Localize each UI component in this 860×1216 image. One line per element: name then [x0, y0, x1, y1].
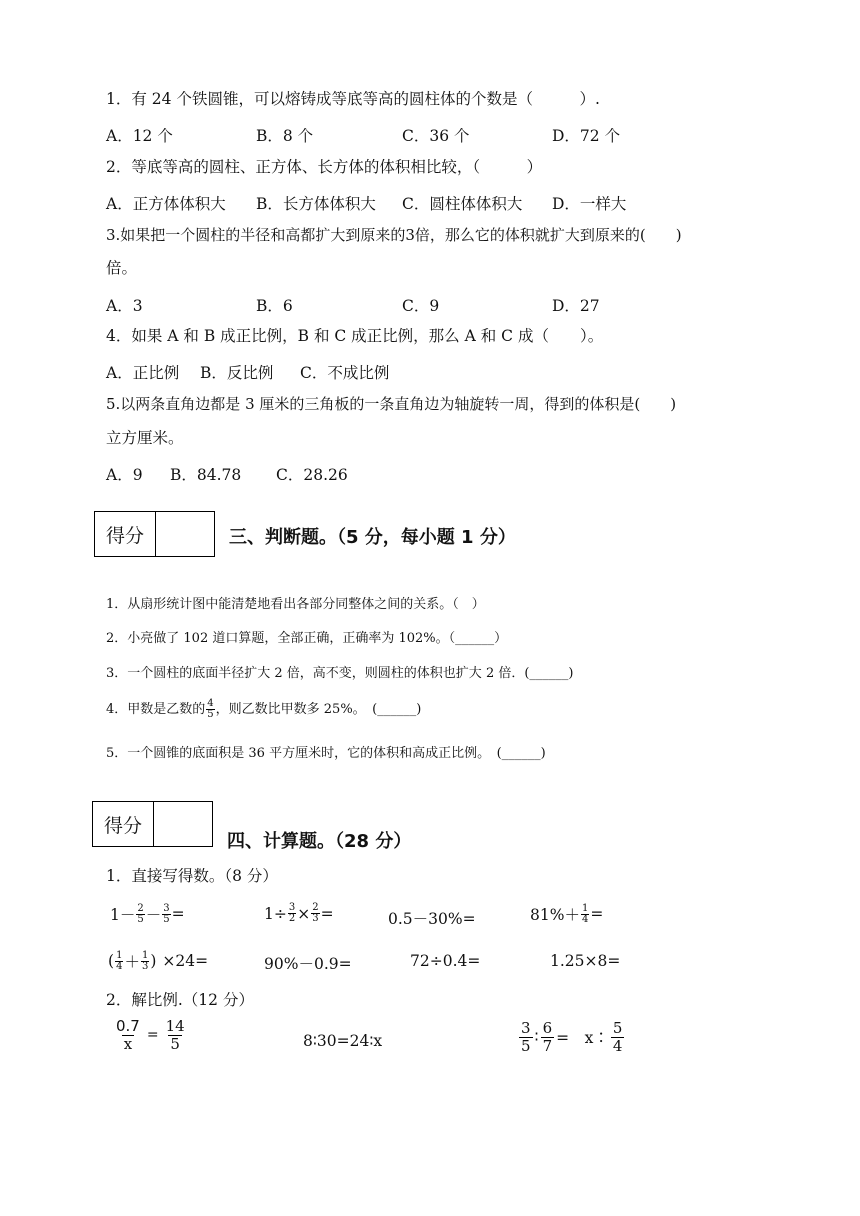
fraction-denominator: x	[123, 1034, 133, 1053]
fraction-numerator: 5	[612, 1019, 623, 1037]
calc-text: (	[108, 952, 115, 970]
score-blank	[154, 802, 212, 846]
section4-title: 四、计算题。（28 分）	[227, 831, 412, 852]
calc-item-6: 90%－0.9=	[264, 955, 352, 973]
score-box-section3	[94, 511, 215, 557]
proportion-item-1	[112, 1018, 189, 1052]
fraction	[164, 1018, 187, 1052]
mc-q3-stem-cont: 倍。	[106, 259, 138, 277]
fraction-numerator: 1	[581, 902, 589, 914]
calc-subtitle-1: 1．直接写得数。（8 分）	[106, 867, 278, 885]
judge-item-4-end: ，则乙数比甲数多 25%。 (______)	[215, 701, 422, 717]
mc-q2-stem: 2．等底等高的圆柱、正方体、长方体的体积相比较，（ ）	[106, 158, 543, 176]
equals-sign: =	[146, 1027, 159, 1043]
mc-q5-option-b: B．84.78	[170, 466, 242, 484]
mc-q4-option-a: A．正比例	[106, 364, 180, 382]
fraction	[611, 1020, 625, 1054]
fraction-numerator: 3	[163, 902, 170, 914]
score-box-section4	[92, 801, 213, 847]
mc-q1-option-c: C．36 个	[402, 127, 470, 145]
fraction-numerator: 0.7	[116, 1017, 140, 1035]
mc-q4-option-b: B．反比例	[200, 364, 274, 382]
mc-q2-option-b: B．长方体体积大	[256, 195, 376, 213]
fraction-denominator: 4	[612, 1036, 623, 1055]
mc-q4-option-c: C．不成比例	[300, 364, 390, 382]
fraction-denominator: 5	[207, 709, 214, 720]
calc-text: －	[145, 906, 162, 924]
score-label: 得分	[95, 512, 156, 556]
colon: ∶	[534, 1028, 539, 1046]
judge-item-3: 3．一个圆柱的底面半径扩大 2 倍，高不变，则圆柱的体积也扩大 2 倍．(______)	[106, 666, 574, 681]
fraction-denominator: 5	[137, 913, 144, 925]
calc-text: )	[150, 952, 157, 970]
fraction-numerator: 2	[137, 902, 144, 914]
mc-q1-option-a: A．12 个	[106, 127, 173, 145]
proportion-item-3	[517, 1020, 626, 1054]
judge-item-2: 2．小亮做了 102 道口算题，全部正确，正确率为 102%。（______）	[106, 631, 508, 646]
fraction-denominator: 3	[312, 913, 319, 924]
calc-item-4	[530, 903, 603, 925]
fraction-denominator: 5	[521, 1036, 531, 1055]
fraction-numerator: 1	[116, 949, 123, 961]
judge-item-1: 1．从扇形统计图中能清楚地看出各部分同整体之间的关系。（ ）	[106, 597, 485, 612]
calc-text: ×	[297, 904, 311, 923]
fraction-denominator: 5	[163, 913, 170, 925]
fraction-numerator: 1	[141, 949, 149, 961]
calc-item-1	[110, 903, 185, 925]
fraction	[141, 951, 149, 972]
fraction	[311, 903, 319, 924]
proportion-item-2: 8∶30=24∶x	[303, 1032, 383, 1050]
fraction	[114, 1018, 142, 1052]
calc-text: ×24=	[162, 952, 209, 970]
calc-text: 1÷	[264, 904, 287, 923]
fraction-numerator: 2	[312, 902, 319, 913]
calc-item-2	[264, 903, 334, 924]
mc-q1-stem: 1．有 24 个铁圆锥，可以熔铸成等底等高的圆柱体的个数是（ ）.	[106, 90, 600, 108]
fraction	[541, 1020, 555, 1054]
mc-q4-stem: 4．如果 A 和 B 成正比例，B 和 C 成正比例，那么 A 和 C 成（ ）。	[106, 327, 604, 345]
fraction-denominator: 7	[542, 1036, 553, 1055]
judge-item-5: 5．一个圆锥的底面积是 36 平方厘米时，它的体积和高成正比例。 (______)	[106, 746, 546, 761]
score-label: 得分	[93, 802, 154, 846]
fraction-numerator: 3	[521, 1019, 531, 1037]
calc-item-5	[108, 950, 208, 972]
fraction	[581, 904, 589, 925]
calc-item-8: 1.25×8=	[550, 952, 621, 970]
mc-q3-option-c: C．9	[402, 297, 440, 315]
mc-q3-option-d: D．27	[552, 297, 600, 315]
mc-q1-option-b: B．8 个	[256, 127, 314, 145]
mc-q5-stem: 5.以两条直角边都是 3 厘米的三角板的一条直角边为轴旋转一周，得到的体积是( )	[106, 395, 677, 413]
fraction-numerator: 4	[207, 698, 214, 709]
fraction	[162, 904, 170, 925]
mc-q2-option-c: C．圆柱体体积大	[402, 195, 523, 213]
fraction-numerator: 3	[288, 902, 296, 913]
score-blank	[156, 512, 214, 556]
mc-q5-option-c: C．28.26	[276, 466, 348, 484]
judge-item-4-fraction	[206, 699, 214, 720]
fraction-denominator: 2	[288, 913, 296, 924]
fraction-denominator: 4	[581, 913, 589, 925]
mc-q1-option-d: D．72 个	[552, 127, 621, 145]
mc-q2-option-d: D．一样大	[552, 195, 627, 213]
calc-text: 81%＋	[530, 906, 580, 924]
calc-item-7: 72÷0.4=	[410, 952, 481, 970]
calc-text: =	[590, 905, 604, 923]
fraction	[519, 1020, 533, 1054]
judge-item-4-start: 4．甲数是乙数的	[106, 701, 206, 717]
calc-text: ＋	[124, 953, 140, 971]
mc-q3-option-b: B．6	[256, 297, 293, 315]
mc-q3-option-a: A．3	[106, 297, 143, 315]
calc-text: =	[320, 904, 334, 923]
mc-q5-stem-cont: 立方厘米。	[106, 429, 184, 447]
calc-text: = x∶	[556, 1029, 609, 1047]
mc-q5-option-a: A．9	[106, 466, 143, 484]
mc-q3-stem: 3.如果把一个圆柱的半径和高都扩大到原来的3倍，那么它的体积就扩大到原来的( )	[106, 226, 682, 244]
mc-q2-option-a: A．正方体体积大	[106, 195, 226, 213]
fraction	[288, 903, 296, 924]
fraction	[115, 951, 123, 972]
fraction-denominator: 5	[170, 1034, 180, 1053]
judge-item-4	[106, 699, 421, 720]
calc-subtitle-2: 2．解比例.（12 分）	[106, 991, 254, 1009]
fraction	[136, 904, 144, 925]
calc-text: =	[171, 905, 185, 923]
section3-title: 三、判断题。（5 分，每小题 1 分）	[229, 527, 516, 548]
calc-item-3: 0.5－30%=	[388, 910, 476, 928]
fraction-numerator: 14	[165, 1017, 185, 1035]
fraction-numerator: 6	[542, 1019, 553, 1037]
fraction-denominator: 4	[116, 960, 123, 972]
fraction-denominator: 3	[141, 960, 149, 972]
calc-text: 1－	[110, 906, 136, 924]
